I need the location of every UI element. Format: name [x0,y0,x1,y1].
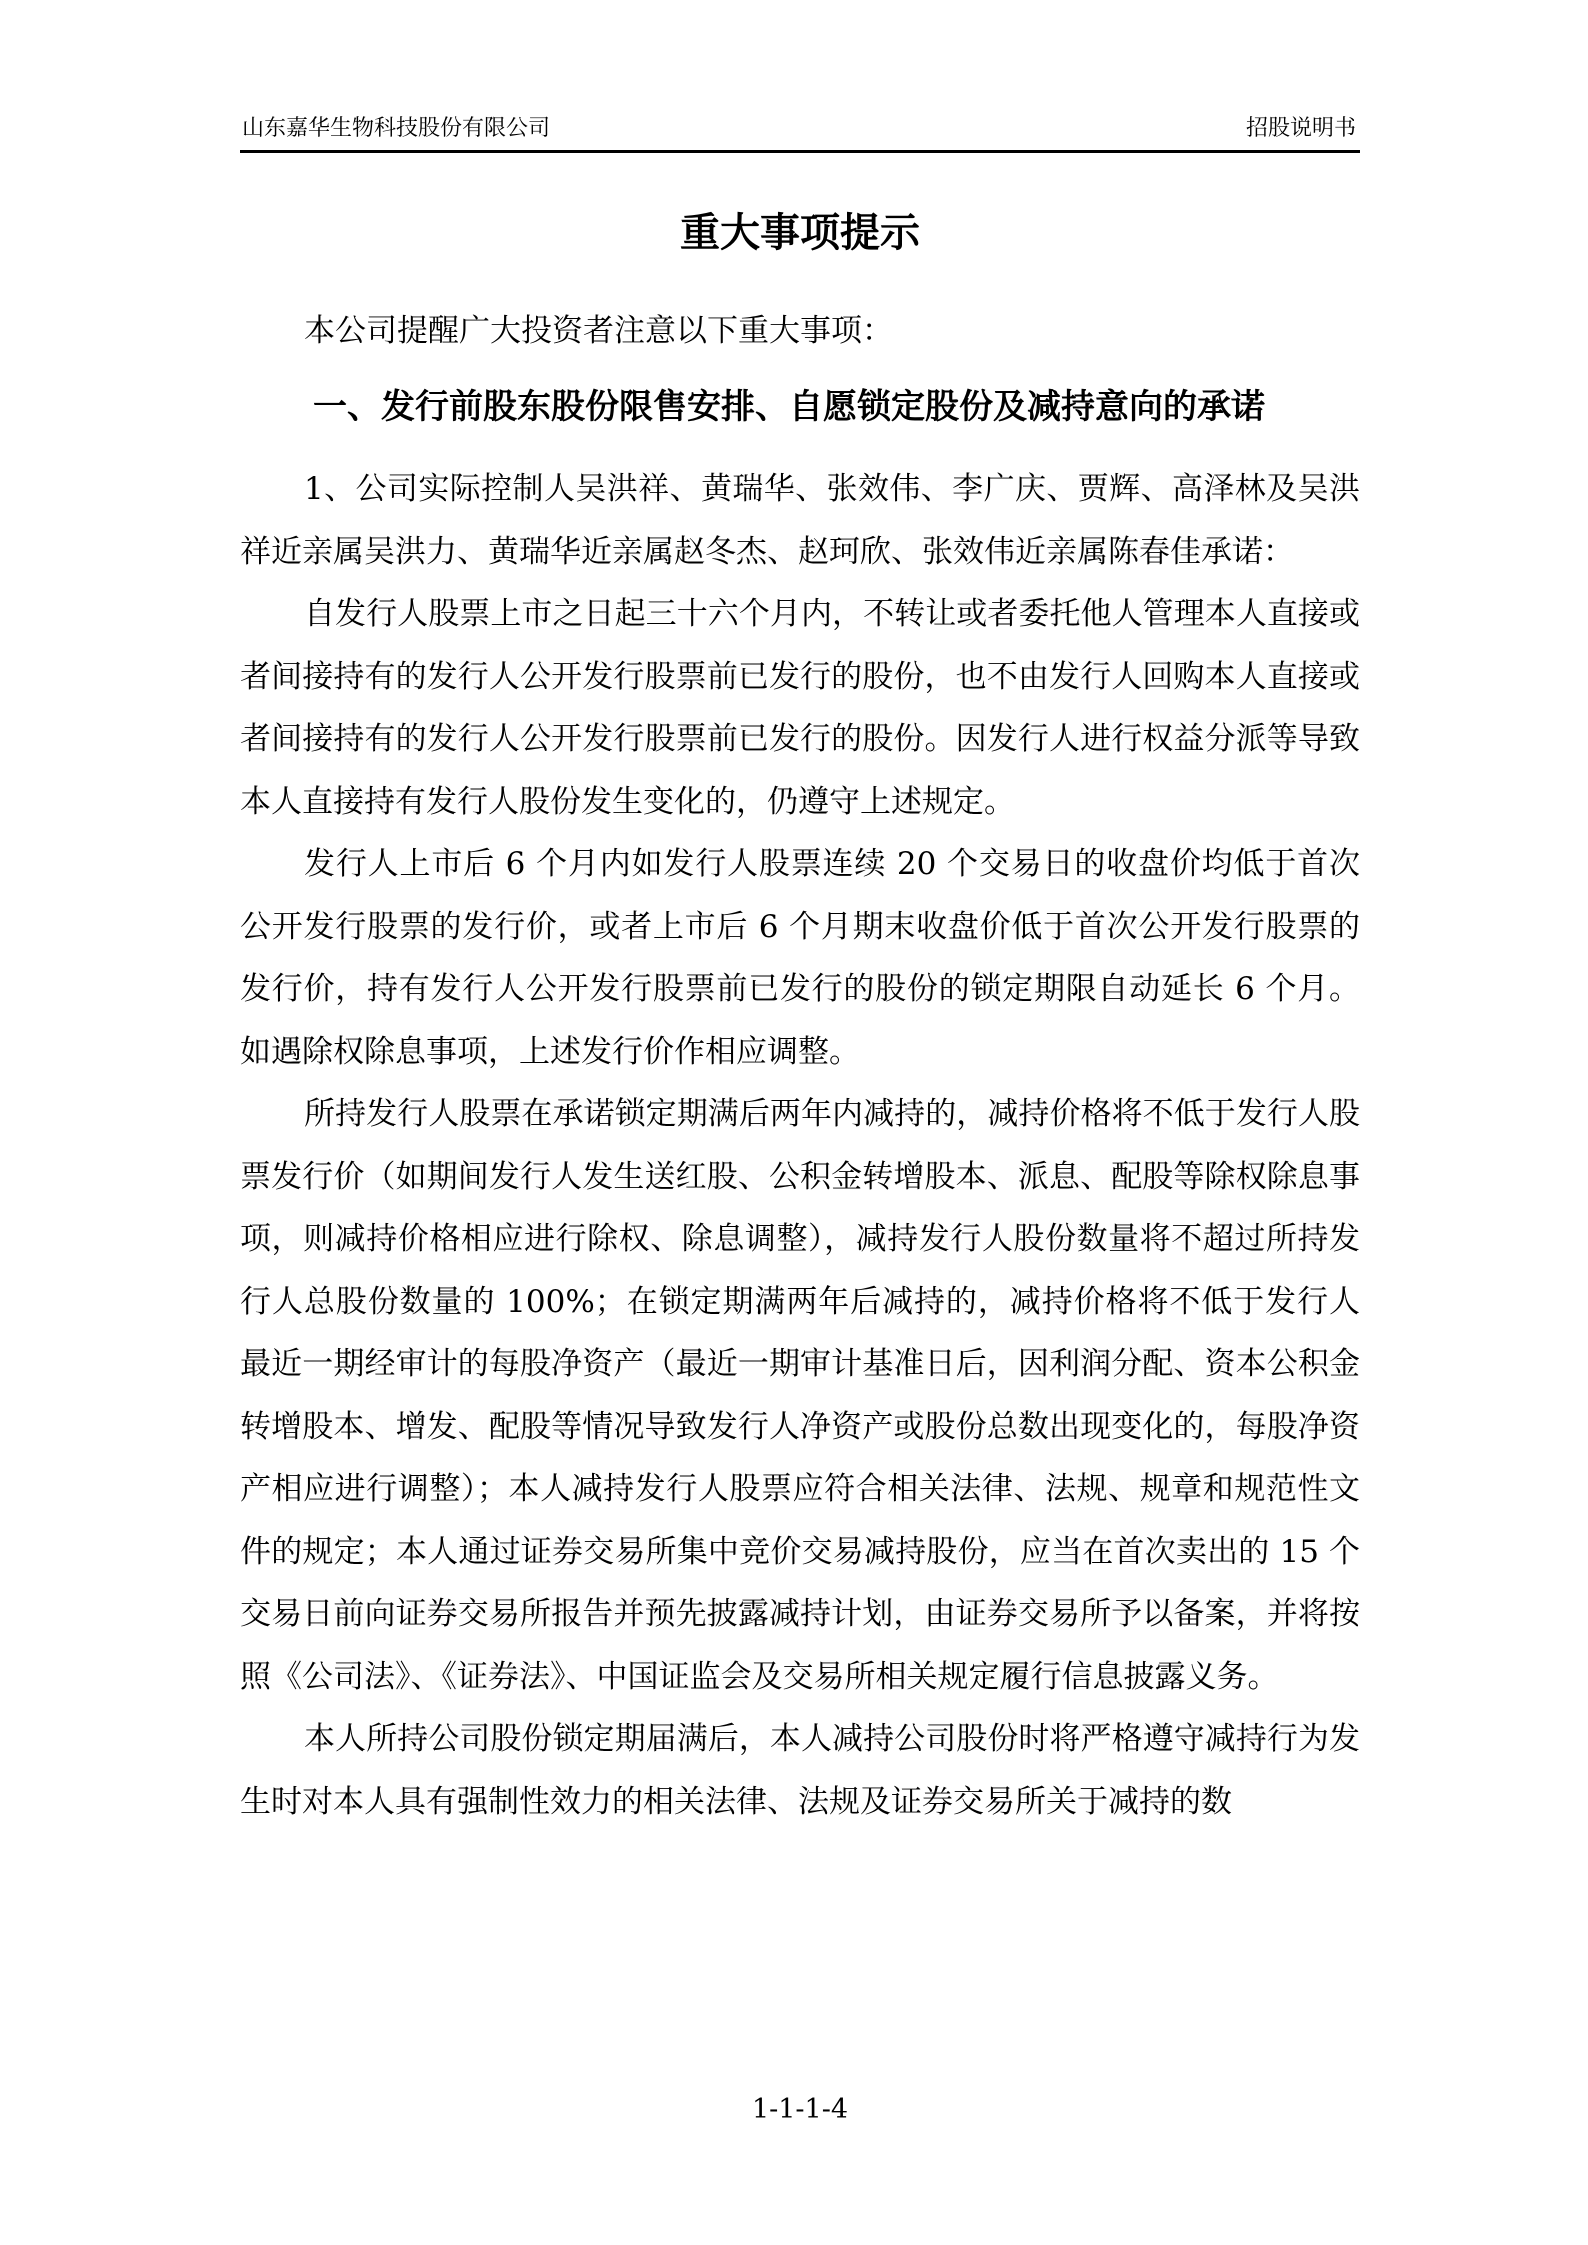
header-document-type: 招股说明书 [1245,116,1356,141]
document-body [240,300,1360,1833]
header-company-name: 山东嘉华生物科技股份有限公司 [242,116,551,141]
page-header [240,112,1360,153]
section-heading: 一、发行前股东股份限售安排、自愿锁定股份及减持意向的承诺 [313,387,1265,427]
body-paragraph-5: 本人所持公司股份锁定期届满后，本人减持公司股份时将严格遵守减持行为发生时对本人具有强制性效力的相关法律、法规及证券交易所关于减持的数 [240,1721,1360,1820]
page-title: 重大事项提示 [680,210,920,256]
body-paragraph-4: 所持发行人股票在承诺锁定期满后两年内减持的，减持价格将不低于发行人股票发行价（如期间发行人发生送红股、公积金转增股本、派息、配股等除权除息事项，则减持价格相应进行除权、除息调整），减持发行人股份数量将不超过所持发行人总股份数量的 100%；在锁定期满两年后减持的，减持价格将不低于发行人最近一期经审计的每股净资产（最近一期审计基准日后，因利润分配、资本公积金转增股本、增发、配股等情况导致发行人净资产或股份总数出现变化的，每股净资产相应进行调整）；本人减持发行人股票应符合相关法律、法规、规章和规范性文件的规定；本人通过证券交易所集中竞价交易减持股份，应当在首次卖出的 15 个交易日前向证券交易所报告并预先披露减持计划，由证券交易所予以备案，并将按照《公司法》、《证券法》、中国证监会及交易所相关规定履行信息披露义务。 [240,1096,1360,1695]
intro-paragraph: 本公司提醒广大投资者注意以下重大事项： [304,313,893,349]
body-paragraph-1: 1、公司实际控制人吴洪祥、黄瑞华、张效伟、李广庆、贾辉、高泽林及吴洪祥近亲属吴洪力、黄瑞华近亲属赵冬杰、赵珂欣、张效伟近亲属陈春佳承诺： [240,471,1360,570]
body-paragraph-3: 发行人上市后 6 个月内如发行人股票连续 20 个交易日的收盘价均低于首次公开发行股票的发行价，或者上市后 6 个月期末收盘价低于首次公开发行股票的发行价，持有发行人公开发行股票前已发行的股份的锁定期限自动延长 6 个月。如遇除权除息事项，上述发行价作相应调整。 [240,846,1360,1070]
page-number: 1-1-1-4 [751,2094,849,2125]
body-paragraph-2: 自发行人股票上市之日起三十六个月内，不转让或者委托他人管理本人直接或者间接持有的发行人公开发行股票前已发行的股份，也不由发行人回购本人直接或者间接持有的发行人公开发行股票前已发行的股份。因发行人进行权益分派等导致本人直接持有发行人股份发生变化的，仍遵守上述规定。 [240,596,1360,820]
